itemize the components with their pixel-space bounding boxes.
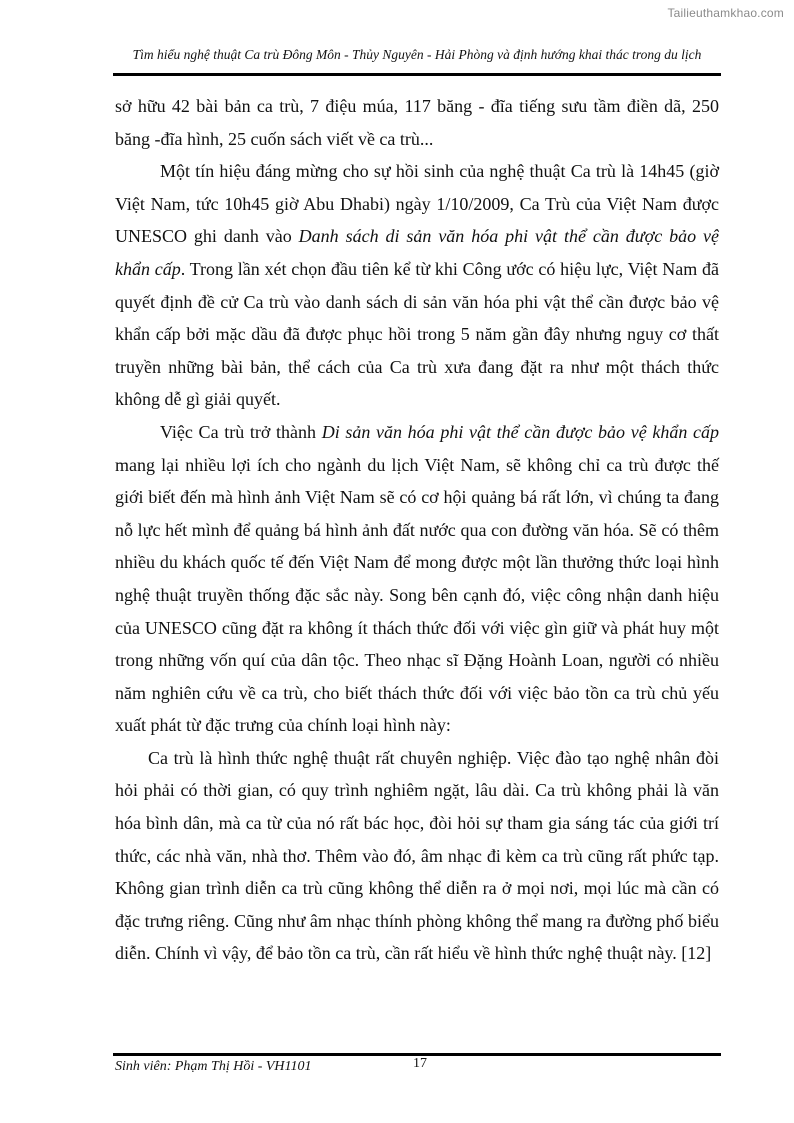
running-header: Tìm hiểu nghệ thuật Ca trù Đông Môn - Thủy Nguyên - Hải Phòng và định hướng khai thác trong du lịch — [132, 47, 702, 62]
watermark: Tailieuthamkhao.com — [667, 6, 784, 20]
paragraph-2-text-a: Một tín hiệu đáng mừng cho sự hồi sinh của nghệ thuật Ca trù là 14h45 (giờ Việt Nam, tức 10h45 giờ Abu Dhabi) ngày 1/10/2009, Ca Trù của Việt Nam được UNESCO ghi danh vào — [115, 161, 719, 247]
page-number: 17 — [413, 1056, 427, 1071]
header-divider — [113, 73, 721, 76]
document-body — [115, 90, 719, 970]
paragraph-2-text-b: . Trong lần xét chọn đầu tiên kể từ khi Công ước có hiệu lực, Việt Nam đã quyết định đề cử Ca trù vào danh sách di sản văn hóa phi vật thể cần được bảo vệ khẩn cấp bởi mặc dầu đã được phục hồi trong 5 năm gần đây nhưng nguy cơ thất truyền những bài bản, thể cách của Ca trù xưa đang đặt ra như một thách thức không dễ gì giải quyết. — [115, 258, 719, 410]
footer-author: Sinh viên: Phạm Thị Hồi - VH1101 — [115, 1059, 312, 1074]
paragraph-2 — [115, 155, 719, 416]
paragraph-3-italic-title: Di sản văn hóa phi vật thể cần được bảo vệ khẩn cấp — [321, 421, 719, 442]
paragraph-4-quote: Ca trù là hình thức nghệ thuật rất chuyên nghiệp. Việc đào tạo nghệ nhân đòi hỏi phải có thời gian, có quy trình nghiêm ngặt, lâu dài. Ca trù không phải là văn hóa bình dân, mà ca từ của nó rất bác học, đòi hỏi sự tham gia sáng tác của giới trí thức, các nhà văn, nhà thơ. Thêm vào đó, âm nhạc đi kèm ca trù cũng rất phức tạp. Không gian trình diễn ca trù cũng không thể diễn ra ở mọi nơi, mọi lúc mà cần có đặc trưng riêng. Cũng như âm nhạc thính phòng không thể mang ra đường phố biểu diễn. Chính vì vậy, để bảo tồn ca trù, cần rất hiểu về hình thức nghệ thuật này. [12] — [115, 747, 719, 964]
paragraph-1: sở hữu 42 bài bản ca trù, 7 điệu múa, 117 băng - đĩa tiếng sưu tầm điền dã, 250 băng -đĩa hình, 25 cuốn sách viết về ca trù... — [115, 96, 719, 149]
paragraph-3-text-b: mang lại nhiều lợi ích cho ngành du lịch Việt Nam, sẽ không chỉ ca trù được thế giới biết đến mà hình ảnh Việt Nam sẽ có cơ hội quảng bá rất lớn, vì chúng ta đang nỗ lực hết mình để quảng bá hình ảnh đất nước qua con đường văn hóa. Sẽ có thêm nhiều du khách quốc tế đến Việt Nam để mong được một lần thưởng thức loại hình nghệ thuật truyền thống đặc sắc này. Song bên cạnh đó, việc công nhận danh hiệu của UNESCO cũng đặt ra không ít thách thức đối với việc gìn giữ và phát huy một trong những vốn quí của dân tộc. Theo nhạc sĩ Đặng Hoành Loan, người có nhiều năm nghiên cứu về ca trù, cho biết thách thức đối với việc bảo tồn ca trù chủ yếu xuất phát từ đặc trưng của chính loại hình này: — [115, 454, 719, 736]
paragraph-3 — [115, 416, 719, 742]
paragraph-2-italic-title: Danh sách di sản văn hóa phi vật thể cần được bảo vệ khẩn cấp — [115, 226, 719, 279]
paragraph-3-text-a: Việc Ca trù trở thành — [160, 421, 322, 442]
